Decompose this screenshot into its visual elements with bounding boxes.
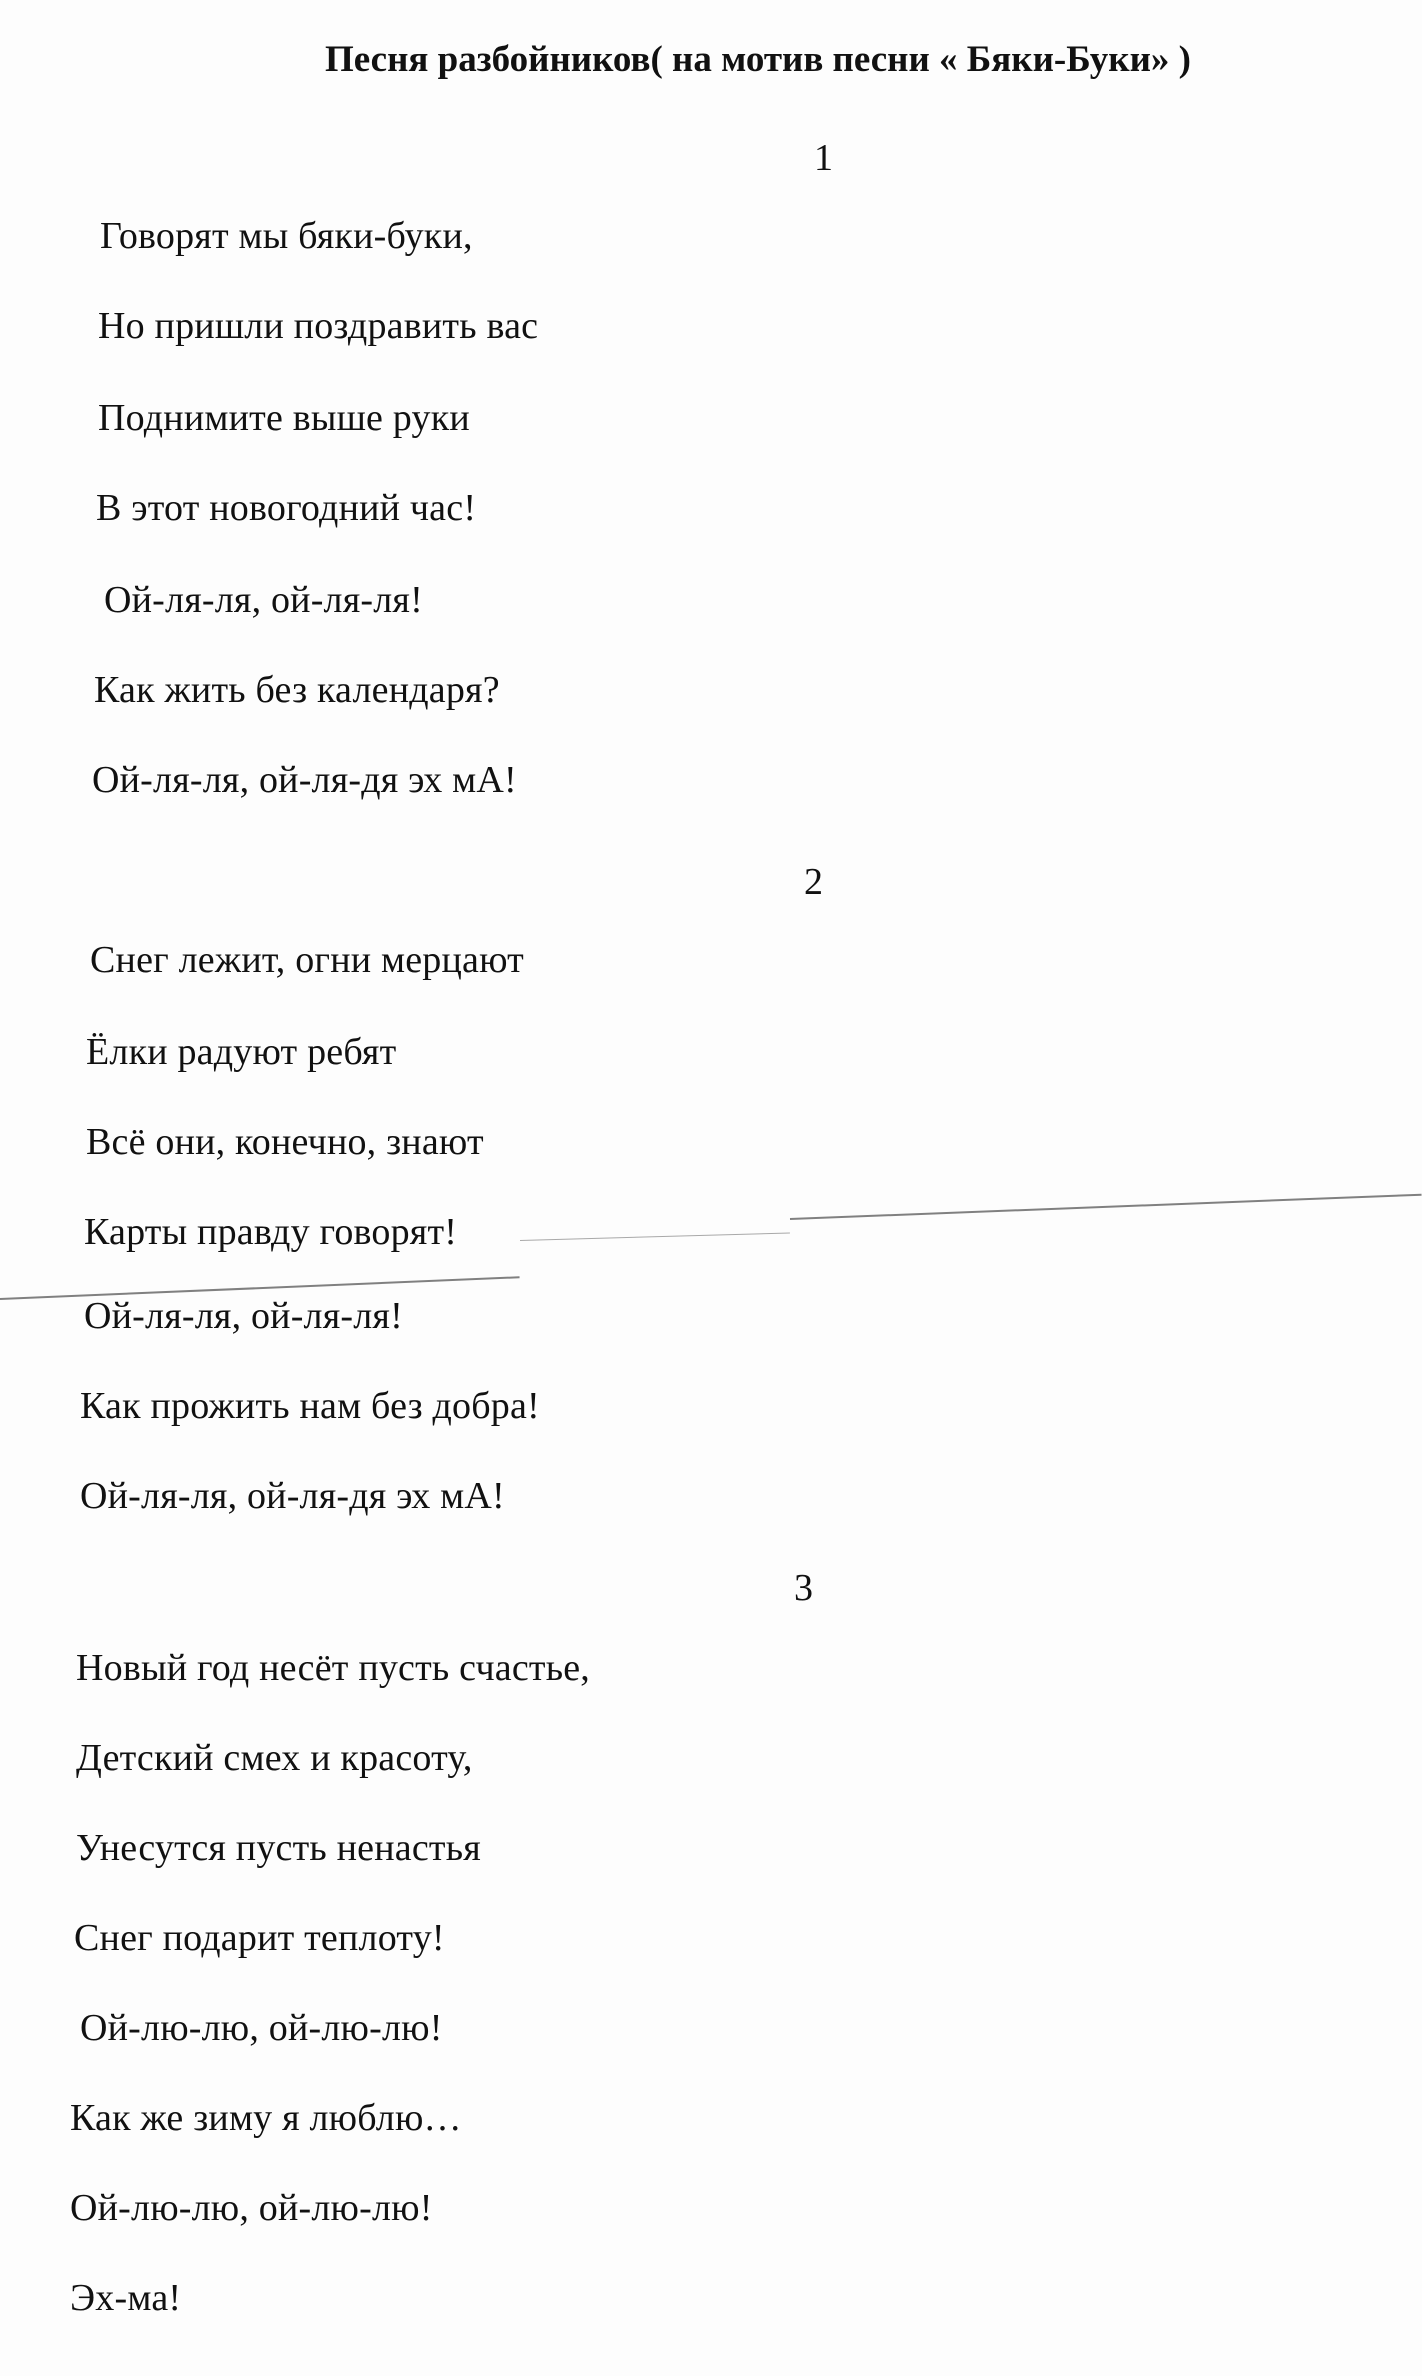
verse-3-line-1: Новый год несёт пусть счастье,: [76, 1647, 591, 1689]
verse-2-line-1: Снег лежит, огни мерцают: [90, 939, 524, 981]
verse-3-line-4: Снег подарит теплоту!: [74, 1917, 445, 1959]
verse-3-line-3: Унесутся пусть ненастья: [76, 1827, 481, 1869]
verse-1-line-2: Но пришли поздравить вас: [98, 305, 539, 347]
verse-number-2: 2: [804, 861, 823, 903]
verse-1-line-6: Как жить без календаря?: [94, 669, 500, 711]
verse-1-line-5: Ой-ля-ля, ой-ля-ля!: [104, 579, 423, 621]
paper-crease-right: [790, 1194, 1422, 1220]
verse-number-3: 3: [794, 1567, 813, 1609]
verse-2-line-6: Как прожить нам без добра!: [80, 1385, 540, 1427]
verse-1-line-1: Говорят мы бяки-буки,: [100, 215, 473, 257]
verse-2-line-4: Карты правду говорят!: [84, 1211, 458, 1253]
song-title: Песня разбойников( на мотив песни « Бяки-Буки» ): [325, 39, 1191, 80]
verse-3-line-6: Как же зиму я люблю…: [70, 2097, 462, 2139]
verse-3-line-2: Детский смех и красоту,: [76, 1737, 473, 1779]
verse-3-line-7: Ой-лю-лю, ой-лю-лю!: [70, 2187, 433, 2229]
verse-1-line-3: Поднимите выше руки: [98, 397, 470, 439]
verse-1-line-4: В этот новогодний час!: [96, 487, 477, 529]
verse-3-line-5: Ой-лю-лю, ой-лю-лю!: [80, 2007, 443, 2049]
verse-2-line-7: Ой-ля-ля, ой-ля-дя эх мА!: [80, 1475, 505, 1517]
verse-2-line-2: Ёлки радуют ребят: [86, 1031, 397, 1073]
paper-crease-middle: [520, 1232, 790, 1241]
verse-1-line-7: Ой-ля-ля, ой-ля-дя эх мА!: [92, 759, 517, 801]
verse-2-line-3: Всё они, конечно, знают: [86, 1121, 484, 1163]
verse-2-line-5: Ой-ля-ля, ой-ля-ля!: [84, 1295, 403, 1337]
verse-number-1: 1: [814, 137, 833, 179]
verse-3-line-8: Эх-ма!: [70, 2277, 182, 2319]
